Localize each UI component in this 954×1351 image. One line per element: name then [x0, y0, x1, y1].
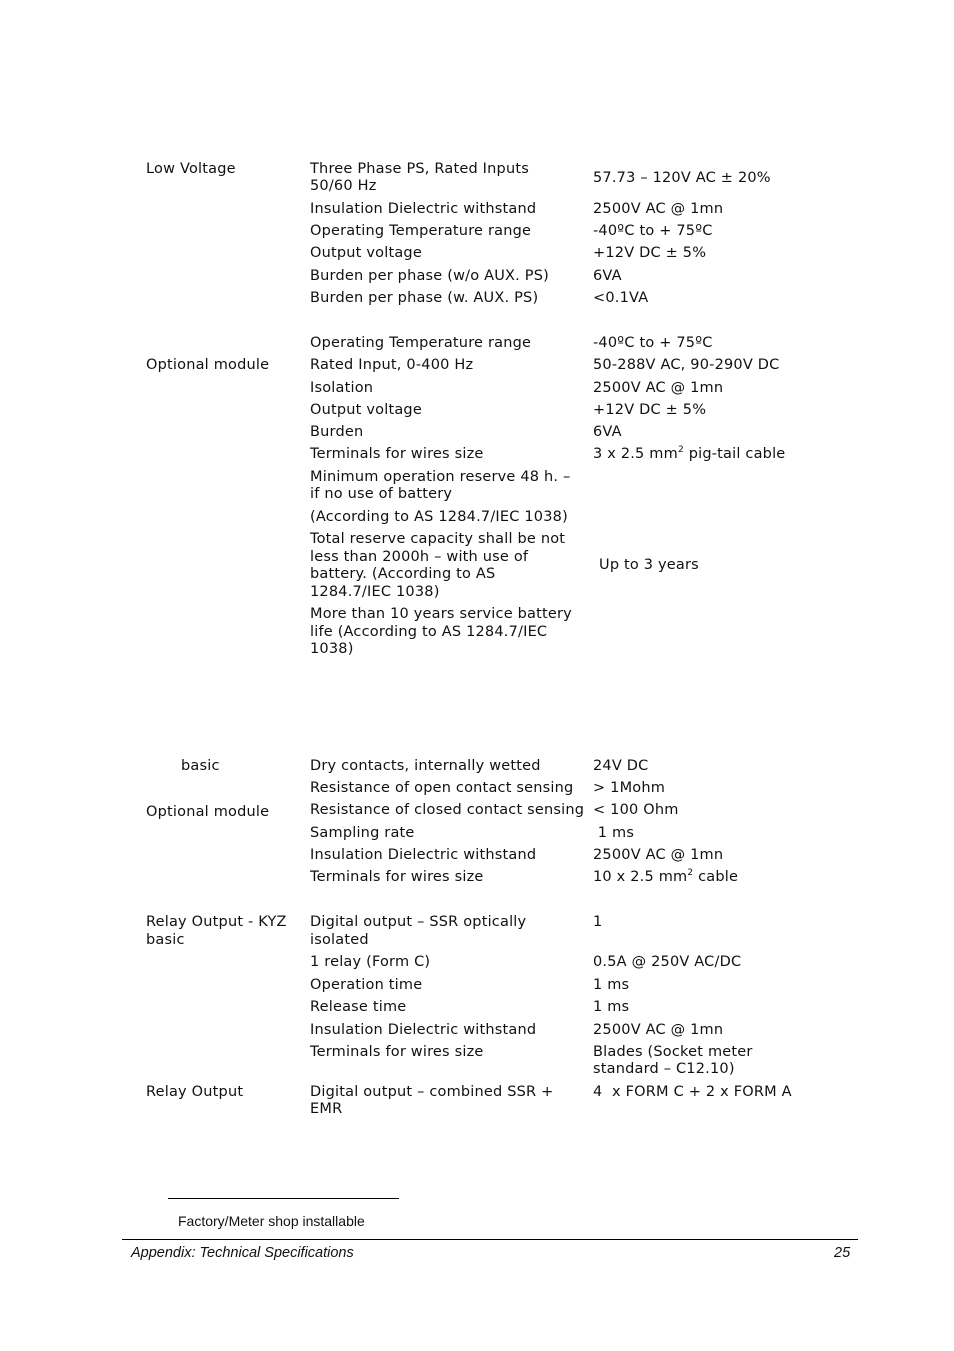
- spec-label: battery. (According to AS: [310, 566, 496, 582]
- spec-value: 50-288V AC, 90-290V DC: [593, 357, 780, 373]
- spec-label: Total reserve capacity shall be not: [310, 531, 566, 547]
- spec-label: Resistance of closed contact sensing: [310, 802, 585, 818]
- spec-label: Insulation Dielectric withstand: [310, 1022, 537, 1038]
- spec-label: Output voltage: [310, 402, 422, 418]
- spec-value: 1: [593, 914, 603, 930]
- spec-value: standard – C12.10): [593, 1061, 735, 1077]
- spec-value: 2500V AC @ 1mn: [593, 847, 724, 863]
- spec-label: Operating Temperature range: [310, 223, 532, 239]
- section-label: basic: [146, 932, 185, 948]
- spec-label: less than 2000h – with use of: [310, 549, 529, 565]
- spec-label: EMR: [310, 1101, 343, 1117]
- spec-label: Rated Input, 0-400 Hz: [310, 357, 474, 373]
- spec-label: 1038): [310, 641, 354, 657]
- spec-value: 6VA: [593, 268, 622, 284]
- spec-value: 0.5A @ 250V AC/DC: [593, 954, 742, 970]
- spec-label: isolated: [310, 932, 369, 948]
- section-label: Relay Output - KYZ: [146, 914, 287, 930]
- spec-label: Digital output – combined SSR +: [310, 1084, 554, 1100]
- spec-value: 10 x 2.5 $mm^2$ cable: [593, 868, 739, 885]
- page-number: 25: [834, 1245, 851, 1261]
- spec-label: if no use of battery: [310, 486, 453, 502]
- spec-label: Dry contacts, internally wetted: [310, 758, 541, 774]
- spec-label: Burden per phase (w. AUX. PS): [310, 290, 539, 306]
- spec-label: Three Phase PS, Rated Inputs: [310, 161, 529, 177]
- spec-label: Output voltage: [310, 245, 422, 261]
- footer-rule: [122, 1239, 858, 1240]
- spec-value: 4 x FORM C + 2 x FORM A: [593, 1084, 792, 1100]
- spec-label: Terminals for wires size: [310, 1044, 484, 1060]
- spec-value: +12V DC ± 5%: [593, 245, 707, 261]
- spec-label: More than 10 years service battery: [310, 606, 572, 622]
- spec-value: 1 ms: [593, 825, 635, 841]
- spec-value: 2500V AC @ 1mn: [593, 380, 724, 396]
- spec-value: Up to 3 years: [599, 557, 699, 573]
- spec-label: Release time: [310, 999, 407, 1015]
- footnote-separator: [168, 1198, 399, 1199]
- spec-value: 1 ms: [593, 977, 630, 993]
- spec-label: Insulation Dielectric withstand: [310, 847, 537, 863]
- section-label: Optional module: [146, 357, 270, 373]
- spec-value: > 1Mohm: [593, 780, 666, 796]
- spec-label: Insulation Dielectric withstand: [310, 201, 537, 217]
- spec-value: 6VA: [593, 424, 622, 440]
- spec-value: 57.73 – 120V AC ± 20%: [593, 170, 771, 186]
- spec-label: Minimum operation reserve 48 h. –: [310, 469, 571, 485]
- spec-value: Blades (Socket meter: [593, 1044, 753, 1060]
- spec-label: 1 relay (Form C): [310, 954, 431, 970]
- spec-value: -40ºC to + 75ºC: [593, 223, 713, 239]
- section-label: Optional module: [146, 804, 270, 820]
- footer-title: Appendix: Technical Specifications: [131, 1245, 354, 1261]
- section-label: Relay Output: [146, 1084, 244, 1100]
- spec-value: 2500V AC @ 1mn: [593, 201, 724, 217]
- spec-label: 1284.7/IEC 1038): [310, 584, 440, 600]
- spec-label: life (According to AS 1284.7/IEC: [310, 624, 548, 640]
- spec-value: 1 ms: [593, 999, 630, 1015]
- footnote-text: Factory/Meter shop installable: [178, 1213, 365, 1229]
- spec-label: Digital output – SSR optically: [310, 914, 527, 930]
- spec-label: Sampling rate: [310, 825, 415, 841]
- spec-label: Burden: [310, 424, 364, 440]
- spec-label: Burden per phase (w/o AUX. PS): [310, 268, 549, 284]
- section-label: Low Voltage: [146, 161, 236, 177]
- spec-value: -40ºC to + 75ºC: [593, 335, 713, 351]
- spec-value: 2500V AC @ 1mn: [593, 1022, 724, 1038]
- spec-label: Operation time: [310, 977, 423, 993]
- spec-label: (According to AS 1284.7/IEC 1038): [310, 509, 568, 525]
- spec-value: < 100 Ohm: [593, 802, 679, 818]
- spec-label: Operating Temperature range: [310, 335, 532, 351]
- section-sublabel: basic: [181, 758, 220, 774]
- spec-label: Resistance of open contact sensing: [310, 780, 574, 796]
- spec-value: +12V DC ± 5%: [593, 402, 707, 418]
- spec-value: 24V DC: [593, 758, 649, 774]
- spec-label: Terminals for wires size: [310, 446, 484, 462]
- spec-label: 50/60 Hz: [310, 178, 377, 194]
- spec-value: 3 x 2.5 $mm^2$ pig-tail cable: [593, 445, 786, 462]
- spec-label: Isolation: [310, 380, 374, 396]
- spec-value: <0.1VA: [593, 290, 649, 306]
- spec-label: Terminals for wires size: [310, 869, 484, 885]
